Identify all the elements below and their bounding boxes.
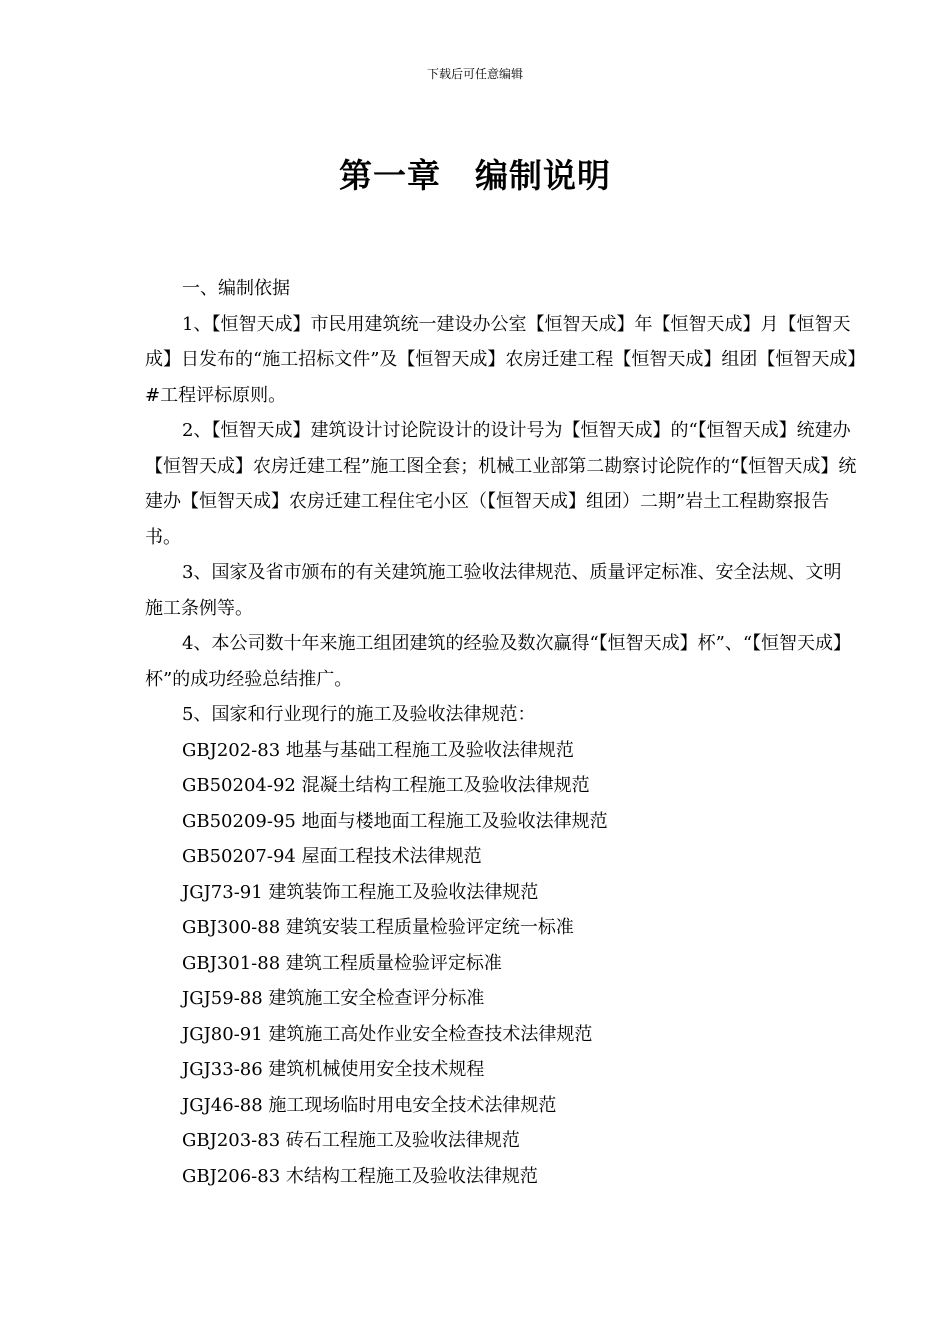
paragraph-1: 1、【恒智天成】市民用建筑统一建设办公室【恒智天成】年【恒智天成】月【恒智天成】日发布的“施工招标文件”及【恒智天成】农房迁建工程【恒智天成】组团【恒智天成】#工程评标原则。: [145, 313, 857, 406]
standard-item: GBJ206-83 木结构工程施工及验收法律规范: [182, 1165, 538, 1187]
standard-item: GBJ301-88 建筑工程质量检验评定标准: [182, 952, 502, 974]
standard-item: JGJ46-88 施工现场临时用电安全技术法律规范: [182, 1094, 557, 1116]
standard-item: GBJ300-88 建筑安装工程质量检验评定统一标准: [182, 917, 574, 938]
standard-item: GB50207-94 屋面工程技术法律规范: [182, 846, 482, 867]
section-heading: 一、编制依据: [182, 278, 290, 299]
document-body: [145, 271, 857, 1194]
paragraph-3: 3、国家及省市颁布的有关建筑施工验收法律规范、质量评定标准、安全法规、文明施工条例等。: [145, 562, 842, 619]
paragraph-5: 5、国家和行业现行的施工及验收法律规范：: [182, 704, 536, 725]
paragraph-2: 2、【恒智天成】建筑设计讨论院设计的设计号为【恒智天成】的“【恒智天成】统建办【恒智天成】农房迁建工程”施工图全套；机械工业部第二勘察讨论院作的“【恒智天成】统建办【恒智天成】农房迁建工程住宅小区（【恒智天成】组团）二期”岩土工程勘察报告书。: [145, 420, 857, 548]
standards-list: [145, 733, 857, 1195]
chapter-title: 第一章 编制说明: [339, 156, 611, 195]
standard-item: GB50209-95 地面与楼地面工程施工及验收法律规范: [182, 810, 608, 832]
page-header: 下载后可任意编辑: [426, 67, 523, 81]
paragraph-4: 4、本公司数十年来施工组团建筑的经验及数次赢得“【恒智天成】杯”、“【恒智天成】杯”的成功经验总结推广。: [145, 633, 852, 690]
standard-item: GBJ203-83 砖石工程施工及验收法律规范: [182, 1130, 520, 1151]
standard-item: GB50204-92 混凝土结构工程施工及验收法律规范: [182, 775, 590, 796]
standard-item: JGJ33-86 建筑机械使用安全技术规程: [182, 1059, 485, 1080]
standard-item: GBJ202-83 地基与基础工程施工及验收法律规范: [182, 739, 574, 761]
standard-item: JGJ59-88 建筑施工安全检查评分标准: [182, 988, 485, 1009]
standard-item: JGJ80-91 建筑施工高处作业安全检查技术法律规范: [182, 1023, 593, 1045]
standard-item: JGJ73-91 建筑装饰工程施工及验收法律规范: [182, 881, 539, 903]
